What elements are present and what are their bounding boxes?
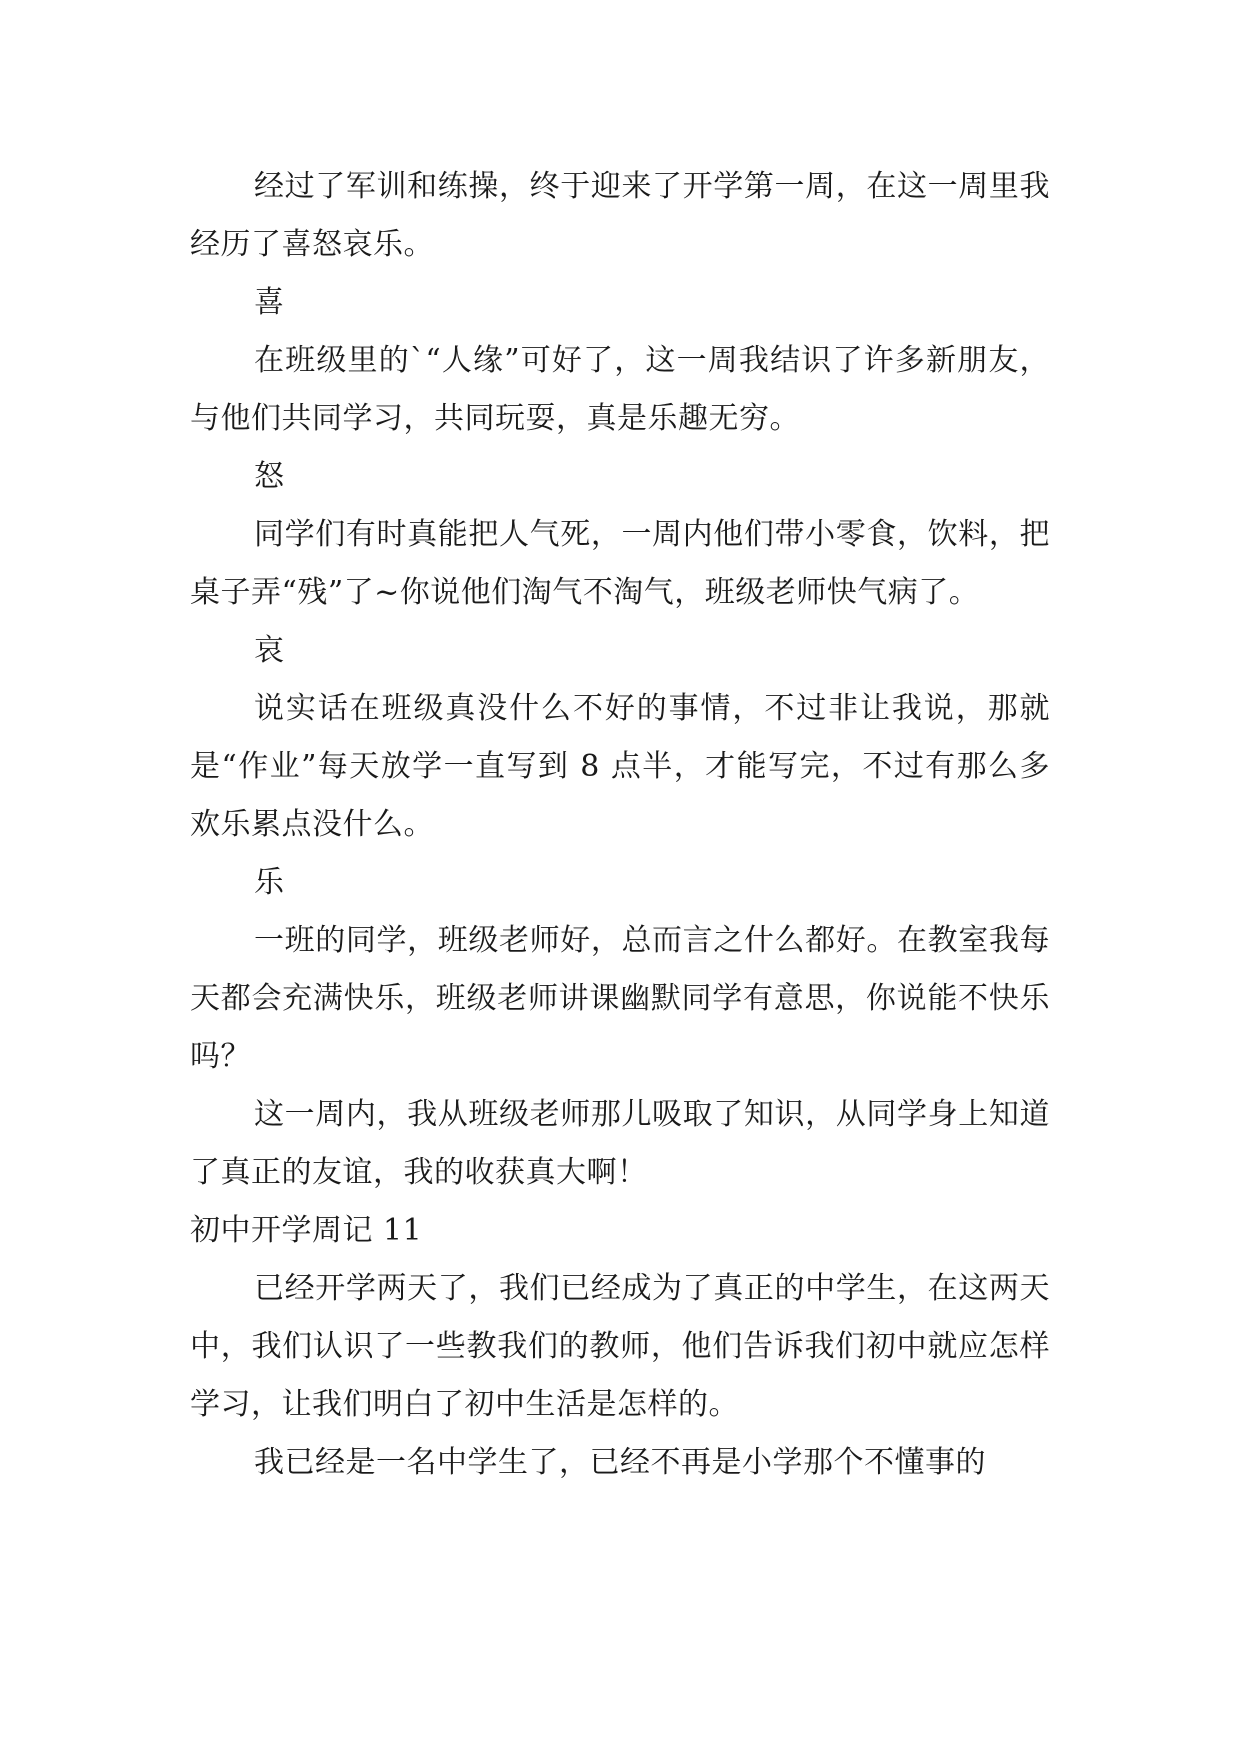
paragraph-joy: 在班级里的`“人缘”可好了，这一周我结识了许多新朋友，与他们共同学习，共同玩耍，真是乐趣无穷。	[190, 343, 1050, 436]
paragraph-anger: 同学们有时真能把人气死，一周内他们带小零食，饮料，把桌子弄“残”了~你说他们淘气不淘气，班级老师快气病了。	[190, 517, 1050, 610]
section-label-sorrow: 哀	[254, 633, 285, 668]
paragraph-intro: 经过了军训和练操，终于迎来了开学第一周，在这一周里我经历了喜怒哀乐。	[190, 169, 1050, 262]
section-heading: 初中开学周记 11	[190, 1213, 423, 1248]
paragraph-happiness: 一班的同学，班级老师好，总而言之什么都好。在教室我每天都会充满快乐，班级老师讲课幽默同学有意思，你说能不快乐吗？	[190, 923, 1050, 1074]
section-label-happiness: 乐	[254, 865, 285, 900]
paragraph-sorrow: 说实话在班级真没什么不好的事情，不过非让我说，那就是“作业”每天放学一直写到 8 点半，才能写完，不过有那么多欢乐累点没什么。	[190, 691, 1050, 842]
section-label-joy: 喜	[254, 285, 285, 320]
document-body	[190, 158, 1050, 1492]
paragraph-conclusion: 这一周内，我从班级老师那儿吸取了知识，从同学身上知道了真正的友谊，我的收获真大啊！	[190, 1097, 1050, 1190]
paragraph-continued: 我已经是一名中学生了，已经不再是小学那个不懂事的	[254, 1445, 986, 1480]
section-label-anger: 怒	[254, 459, 285, 494]
paragraph-second-entry: 已经开学两天了，我们已经成为了真正的中学生，在这两天中，我们认识了一些教我们的教师，他们告诉我们初中就应怎样学习，让我们明白了初中生活是怎样的。	[190, 1271, 1050, 1422]
